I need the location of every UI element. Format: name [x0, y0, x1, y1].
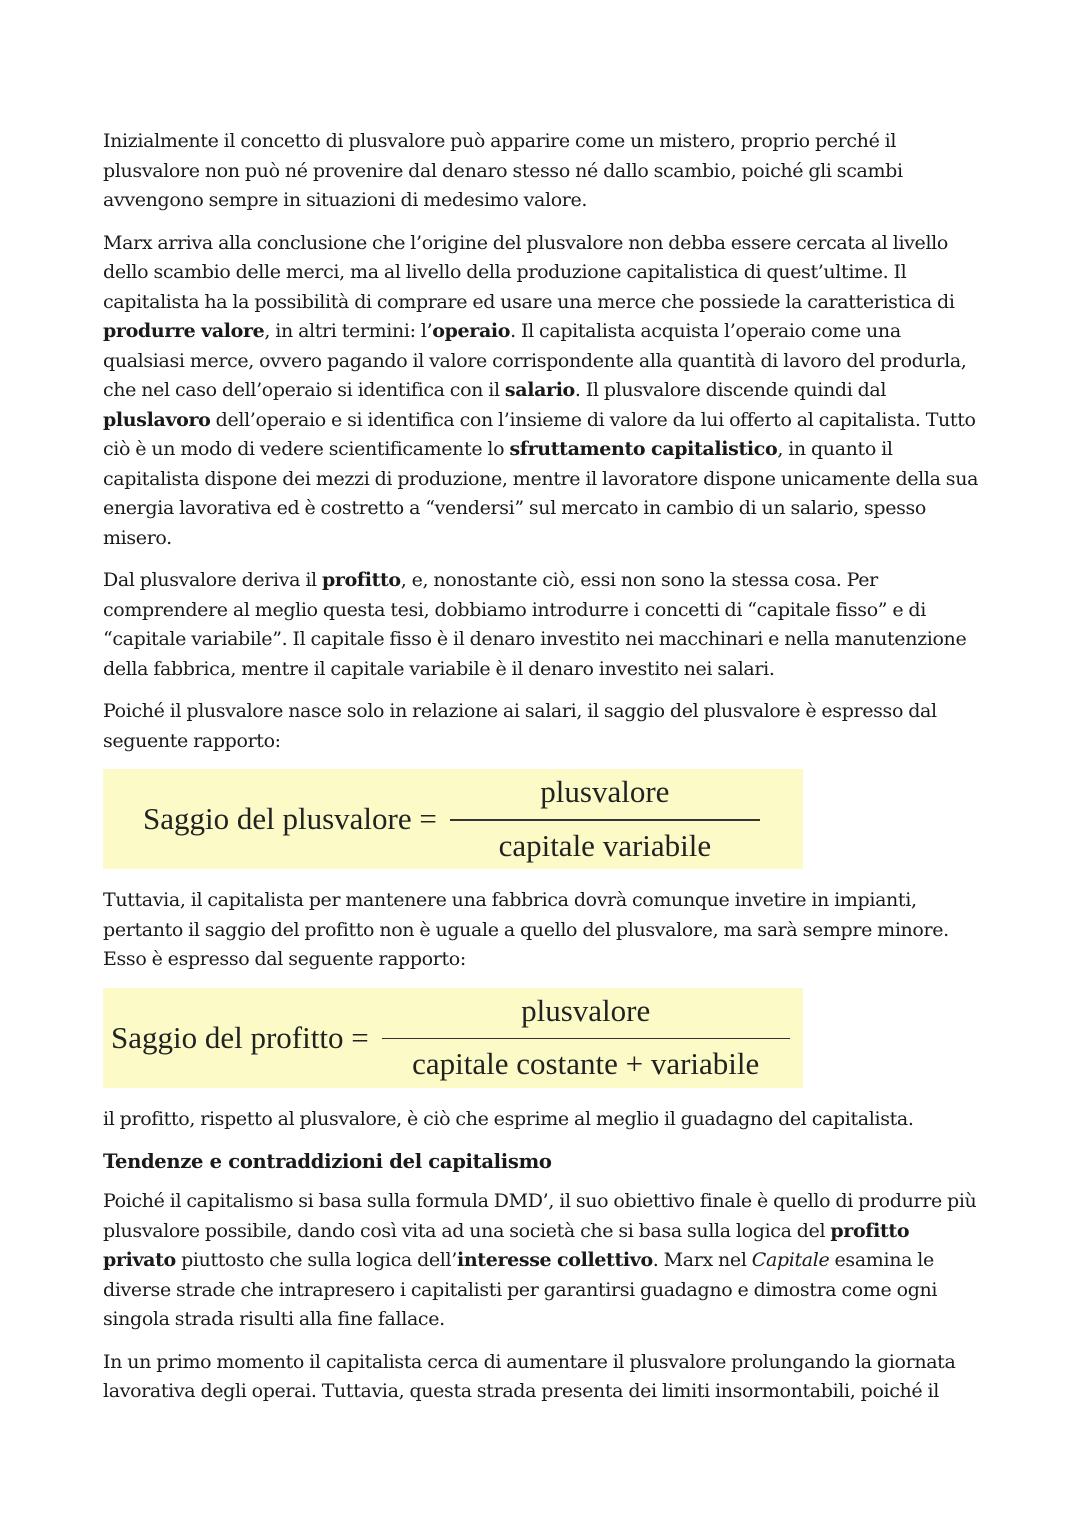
- paragraph-surplus-rate-intro: Poiché il plusvalore nasce solo in relazione ai salari, il saggio del plusvalore è espresso dal seguente rapporto:: [103, 700, 937, 752]
- text-run: . Il plusvalore discende quindi dal: [574, 379, 887, 401]
- text-run: Dal plusvalore deriva il: [103, 569, 322, 591]
- formula-profit-rate: [103, 988, 803, 1088]
- formula-numerator: plusvalore: [521, 992, 651, 1028]
- formula-surplus-rate: [103, 769, 803, 869]
- formula-denominator: capitale costante + variabile: [412, 1046, 760, 1082]
- text-run: Marx arriva alla conclusione che l’origine del plusvalore non debba essere cercata al livello dello scambio delle merci, ma al livello della produzione capitalistica di quest’ultime. Il capitalista ha la possibilità di comprare ed usare una merce che possiede la caratteristica di: [103, 231, 955, 313]
- formula-numerator: plusvalore: [540, 774, 670, 810]
- formula-fraction: [450, 773, 760, 865]
- bold-term: produrre valore: [103, 320, 265, 342]
- section-heading: Tendenze e contraddizioni del capitalismo: [103, 1150, 552, 1173]
- text-run: . Marx nel: [652, 1249, 752, 1271]
- bold-term: sfruttamento capitalistico: [509, 438, 778, 460]
- paragraph-working-day: In un primo momento il capitalista cerca di aumentare il plusvalore prolungando la giornata lavorativa degli operai. Tuttavia, questa strada presenta dei limiti insormontabili, poiché il: [103, 1350, 956, 1402]
- bold-term: profitto: [321, 569, 401, 591]
- paragraph-intro: Inizialmente il concetto di plusvalore può apparire come un mistero, proprio perché il plusvalore non può né provenire dal denaro stesso né dallo scambio, poiché gli scambi avvengono sempre in situazioni di medesimo valore.: [103, 130, 903, 211]
- text-run: esamina le diverse strade che intrapresero i capitalisti per garantirsi guadagno e dimostra come ogni singola strada risulti alla fine fallace.: [103, 1249, 938, 1330]
- bold-term: profitto privato: [103, 1219, 910, 1271]
- text-run: Poiché il capitalismo si basa sulla formula DMD’, il suo obiettivo finale è quello di produrre più plusvalore possibile, dando così vita ad una società che si basa sulla logica del: [103, 1190, 977, 1242]
- bold-term: operaio: [432, 320, 511, 342]
- bold-term: salario: [504, 379, 575, 401]
- formula-fraction: [382, 992, 790, 1084]
- bold-term: pluslavoro: [103, 408, 211, 431]
- paragraph-profit-summary: il profitto, rispetto al plusvalore, è ciò che esprime al meglio il guadagno del capitalista.: [103, 1107, 914, 1130]
- text-run: , e, nonostante ciò, essi non sono la stessa cosa. Per comprendere al meglio questa tesi, dobbiamo introdurre i concetti di “capitale fisso” e di “capitale variabile”. Il capitale fisso è il denaro investito nei macchinari e nella manutenzione della fabbrica, mentre il capitale variabile è il denaro investito nei salari.: [103, 569, 967, 680]
- formula-denominator: capitale variabile: [498, 827, 712, 863]
- paragraph-origin-of-surplus: [103, 229, 983, 554]
- page-content: [103, 127, 983, 1420]
- paragraph-profit: [103, 566, 983, 684]
- text-run: piuttosto che sulla logica dell’: [175, 1249, 457, 1271]
- paragraph-capitalism-tendencies: [103, 1187, 983, 1335]
- text-run: , in altri termini: l’: [264, 320, 433, 342]
- bold-term: interesse collettivo: [456, 1249, 653, 1271]
- paragraph-profit-rate-intro: Tuttavia, il capitalista per mantenere una fabbrica dovrà comunque invetire in impianti, pertanto il saggio del profitto non è uguale a quello del plusvalore, ma sarà sempre minore. Esso è espresso dal seguente rapporto:: [103, 889, 949, 970]
- formula-label: Saggio del plusvalore =: [143, 801, 437, 836]
- text-run: dell’operaio e si identifica con l’insieme di valore da lui offerto al capitalista. Tutto ciò è un modo di vedere scientificamente lo: [103, 408, 976, 460]
- text-run: , in quanto il capitalista dispone dei mezzi di produzione, mentre il lavoratore dispone unicamente della sua energia lavorativa ed è costretto a “vendersi” sul mercato in cambio di un salario, spesso misero.: [103, 438, 979, 549]
- text-run: . Il capitalista acquista l’operaio come una qualsiasi merce, ovvero pagando il valore corrispondente alla quantità di lavoro del produrla, che nel caso dell’operaio si identifica con il: [103, 320, 967, 401]
- formula-label: Saggio del profitto =: [111, 1019, 369, 1055]
- italic-title: Capitale: [751, 1249, 830, 1271]
